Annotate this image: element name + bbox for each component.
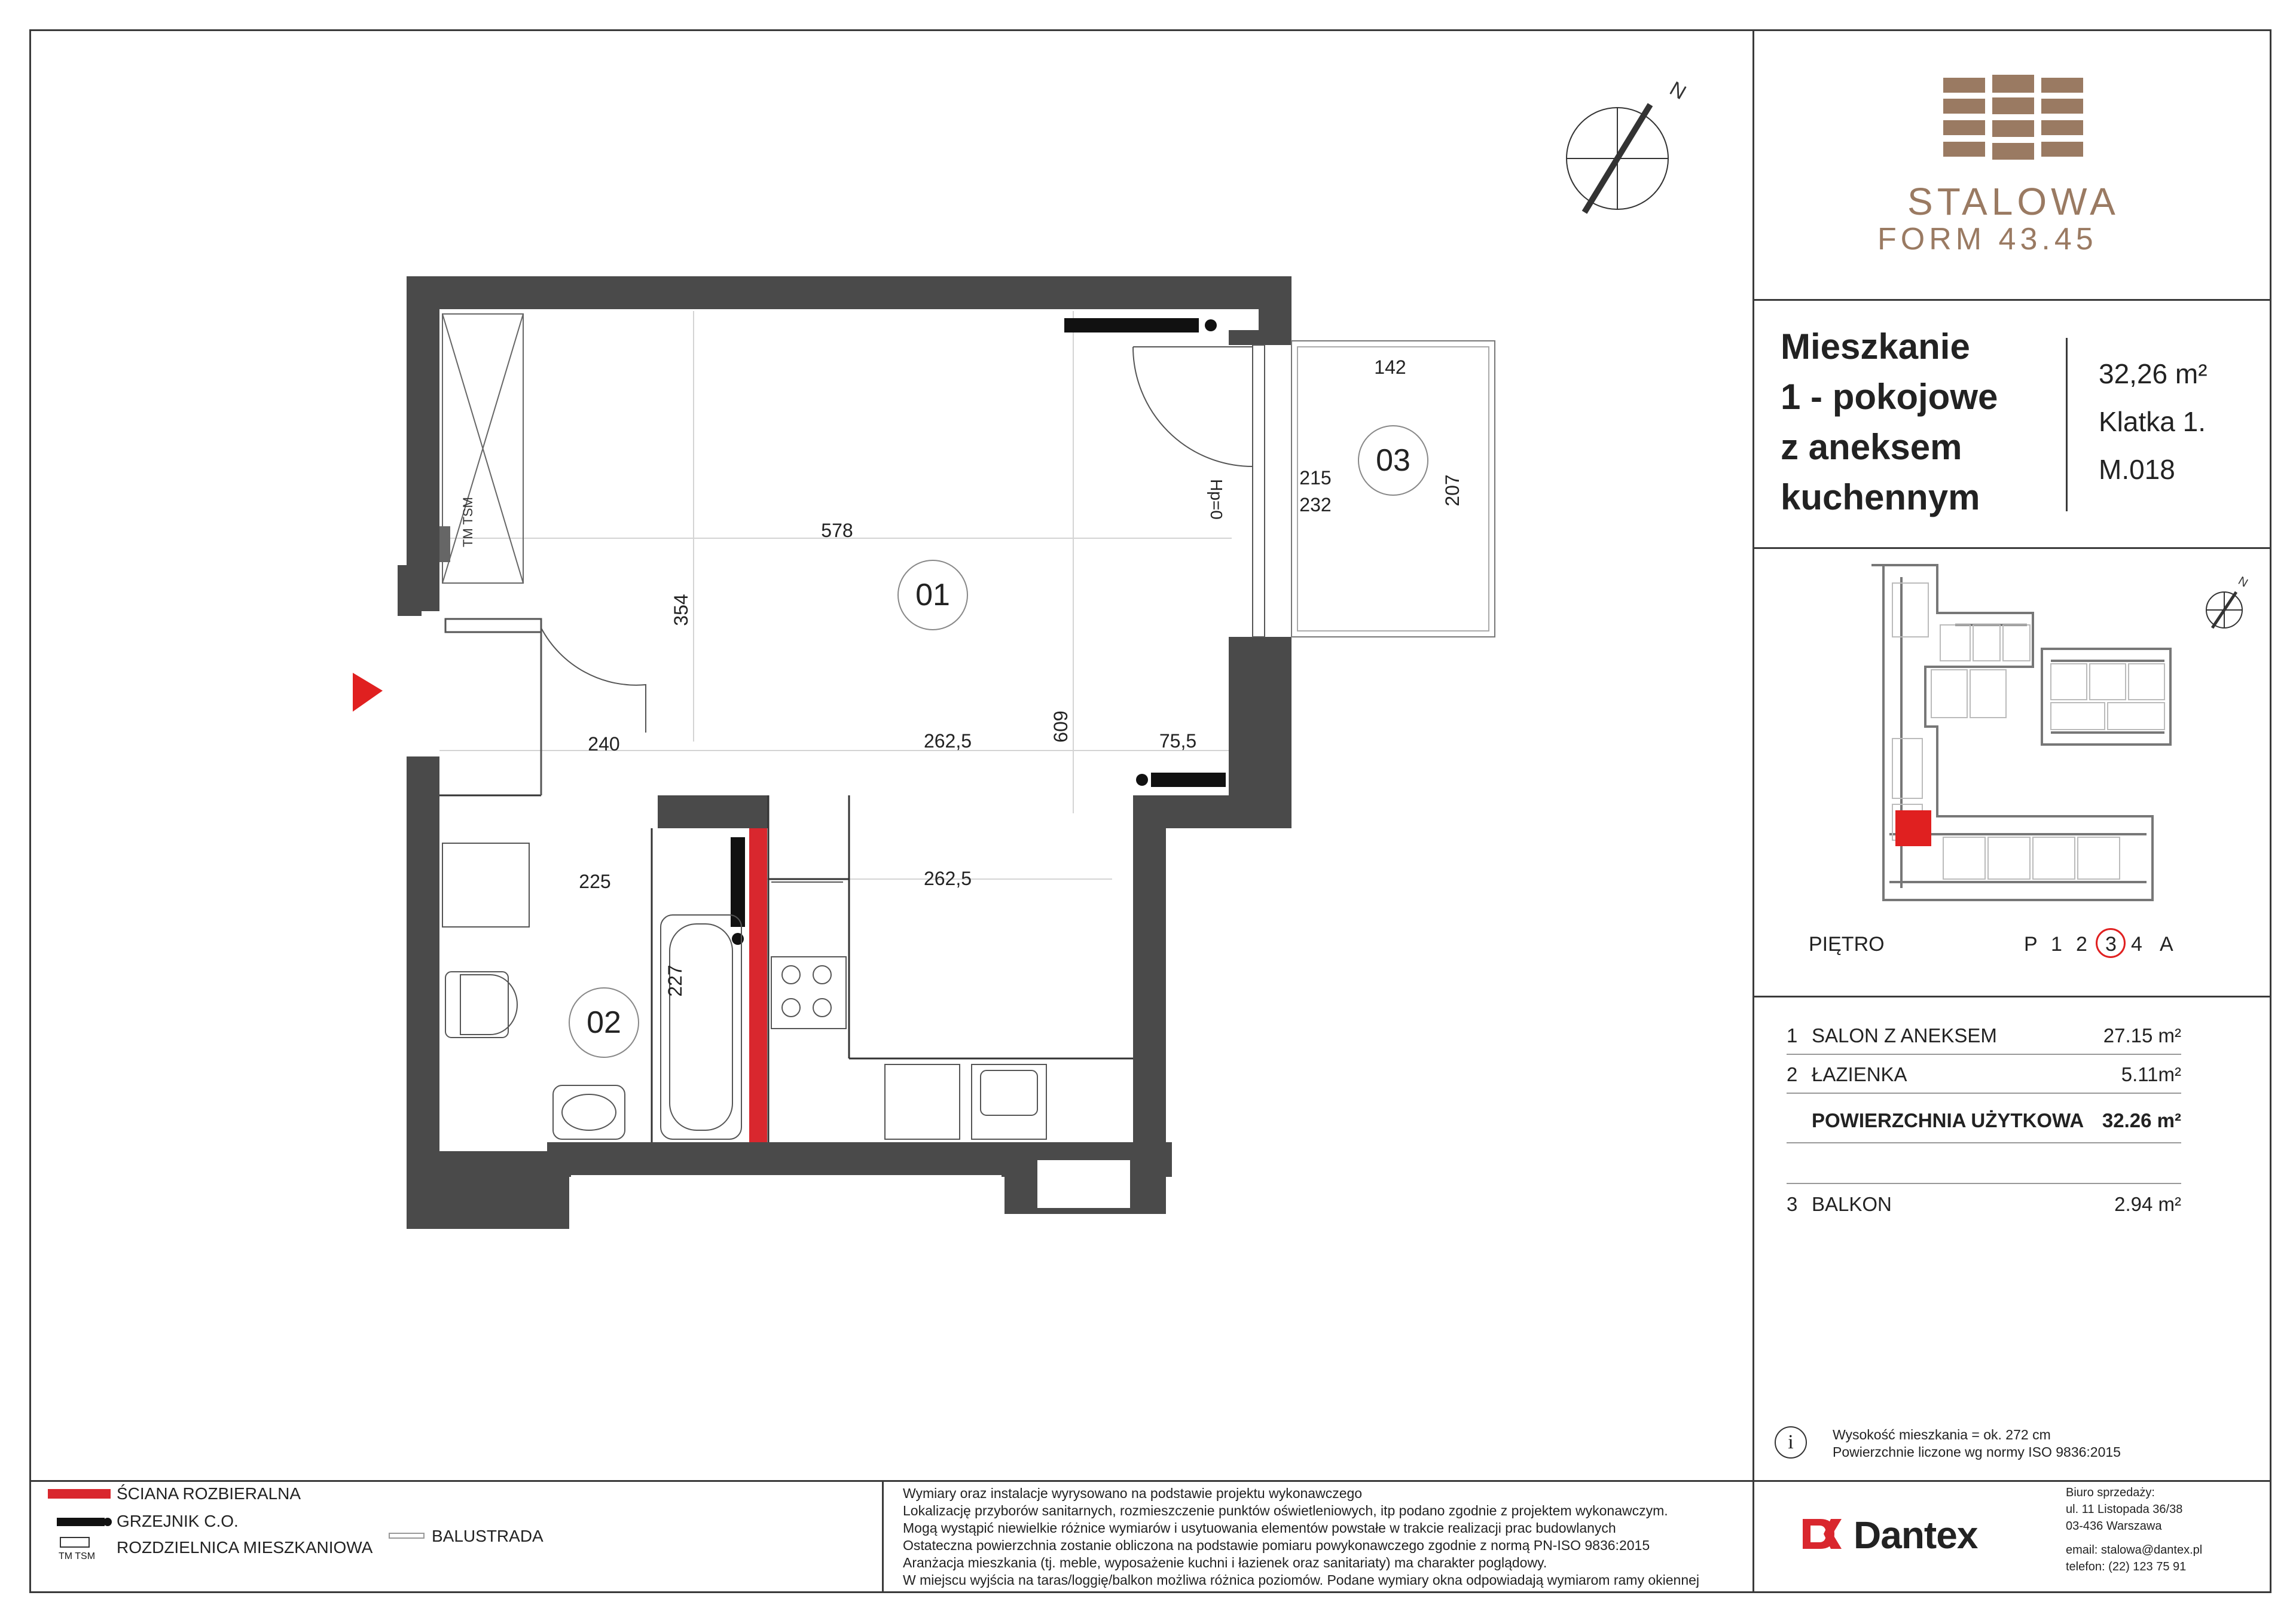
svg-text:354: 354 xyxy=(670,594,692,626)
svg-text:609: 609 xyxy=(1050,710,1071,743)
svg-text:262,5: 262,5 xyxy=(923,730,972,752)
svg-text:75,5: 75,5 xyxy=(1159,730,1197,752)
svg-text:232: 232 xyxy=(1299,494,1332,515)
svg-text:N: N xyxy=(1666,77,1690,105)
legend-balustrade-icon xyxy=(389,1533,425,1539)
apartment-area: 32,26 m² xyxy=(2099,358,2208,389)
brand-name: STALOWA xyxy=(1907,180,2120,223)
balcony-row: 3 BALKON 2.94 m² xyxy=(1787,1193,2181,1215)
legend-tm-tsm: TM TSM xyxy=(59,1551,96,1561)
apartment-meta xyxy=(2099,350,2208,493)
north-arrow-icon xyxy=(1567,77,1690,212)
legend-distribution-label: ROZDZIELNICA MIESZKANIOWA xyxy=(117,1538,373,1557)
panel-divider xyxy=(1752,996,2271,997)
entrance-door[interactable] xyxy=(445,619,646,795)
disclaimer: Wymiary oraz instalacje wyrysowano na podstawie projektu wykonawczego Lokalizację przyborów sanitarnych, rozmieszczenie punktów oświetleniowych, itp podano zgodnie z projektem wykonawczym. Mogą wystąpić niewielkie różnice wymiarów i usytuowania elementów powstałe w trakcie realizacji prac budowlanych Ostateczna powierzchnia zostanie obliczona na podstawie pomiaru powykonawczego zgodnie z normą PN-ISO 9836:2015 Aranżacja mieszkania (tj. meble, wyposażenie kuchni i łazienek oraz sanitariaty) ma charakter poglądowy. W miejscu wyjścia na taras/loggię/balkon możliwa różnica poziomów. Podane wymiary okna odpowiadają wymiarom ramy okiennej xyxy=(903,1485,1700,1588)
developer-logo-icon xyxy=(1800,1516,1860,1552)
svg-text:Hp=0: Hp=0 xyxy=(1207,479,1226,520)
svg-text:225: 225 xyxy=(579,871,611,892)
panel-divider xyxy=(882,1480,884,1593)
svg-text:227: 227 xyxy=(664,965,686,997)
svg-text:207: 207 xyxy=(1442,474,1463,507)
legend-wall-swatch xyxy=(48,1489,111,1499)
floor-option-2[interactable]: 2 xyxy=(2076,933,2087,956)
legend-wall-label: ŚCIANA ROZBIERALNA xyxy=(117,1484,301,1503)
svg-text:215: 215 xyxy=(1299,467,1332,489)
sales-office: Biuro sprzedaży: ul. 11 Listopada 36/38 03-436 Warszawa email: stalowa@dantex.pl telefon: (22) 123 75 91 xyxy=(2066,1486,2203,1573)
apartment-staircase: Klatka 1. xyxy=(2099,406,2206,437)
floor-option-4[interactable]: 4 xyxy=(2131,933,2142,956)
kitchen-fixtures xyxy=(771,882,1046,1139)
entry-arrow-icon xyxy=(353,673,383,712)
info-text: Wysokość mieszkania = ok. 272 cm Powierzchnie liczone wg normy ISO 9836:2015 xyxy=(1833,1427,2121,1460)
brand-logo xyxy=(1943,75,2087,164)
dimension-labels xyxy=(579,356,1463,997)
row-divider xyxy=(1787,1054,2181,1055)
svg-text:262,5: 262,5 xyxy=(923,868,972,889)
svg-text:240: 240 xyxy=(588,733,620,755)
info-icon: i xyxy=(1775,1426,1807,1459)
svg-text:N: N xyxy=(2236,574,2251,590)
room-label: 02 xyxy=(587,1005,621,1040)
developer-name: Dantex xyxy=(1854,1514,1978,1557)
balcony-outline xyxy=(1292,341,1495,637)
floor-option-3[interactable]: 3 xyxy=(2105,933,2117,956)
partitions xyxy=(439,795,1133,1142)
key-plan-highlight xyxy=(1895,810,1931,846)
header-divider xyxy=(2066,338,2068,511)
panel-divider xyxy=(1752,1480,1754,1593)
row-divider xyxy=(1787,1183,2181,1184)
panel-divider xyxy=(1752,547,2271,549)
svg-text:578: 578 xyxy=(821,520,853,541)
legend-balustrade-label: BALUSTRADA xyxy=(432,1527,544,1545)
room-label: 03 xyxy=(1376,443,1410,478)
legend-distribution-icon xyxy=(60,1537,90,1548)
demountable-wall xyxy=(749,828,767,1142)
room-label: 01 xyxy=(915,578,950,612)
plan-guide-lines xyxy=(439,311,1232,879)
balcony-door[interactable] xyxy=(1133,345,1265,637)
panel-divider xyxy=(29,1480,2271,1482)
room-row: 1 SALON Z ANEKSEM 27.15 m² xyxy=(1787,1024,2181,1047)
floor-label: PIĘTRO xyxy=(1809,933,1885,956)
key-plan-north-icon xyxy=(2206,574,2250,628)
apartment-unit: M.018 xyxy=(2099,454,2175,485)
row-divider xyxy=(1787,1093,2181,1094)
legend-radiator-icon xyxy=(48,1513,114,1531)
panel-divider xyxy=(1752,29,1754,1506)
floor-option-p[interactable]: P xyxy=(2024,933,2038,956)
row-divider xyxy=(1787,1142,2181,1143)
distribution-board-icon xyxy=(439,526,450,562)
key-plan xyxy=(1866,559,2260,930)
legend-radiator-label: GRZEJNIK C.O. xyxy=(117,1512,239,1530)
tm-tsm-label: TM TSM xyxy=(460,497,475,547)
floor-option-a[interactable]: A xyxy=(2160,933,2173,956)
room-label-circles xyxy=(569,426,1428,1057)
wardrobe xyxy=(442,314,523,583)
panel-divider xyxy=(1752,299,2271,301)
apartment-title: Mieszkanie 1 - pokojowe z aneksem kuchennym xyxy=(1781,327,1998,517)
floor-option-1[interactable]: 1 xyxy=(2051,933,2062,956)
brand-subtitle: FORM 43.45 xyxy=(1877,222,2097,257)
room-row: 2 ŁAZIENKA 5.11m² xyxy=(1787,1063,2181,1085)
svg-text:142: 142 xyxy=(1374,356,1406,378)
